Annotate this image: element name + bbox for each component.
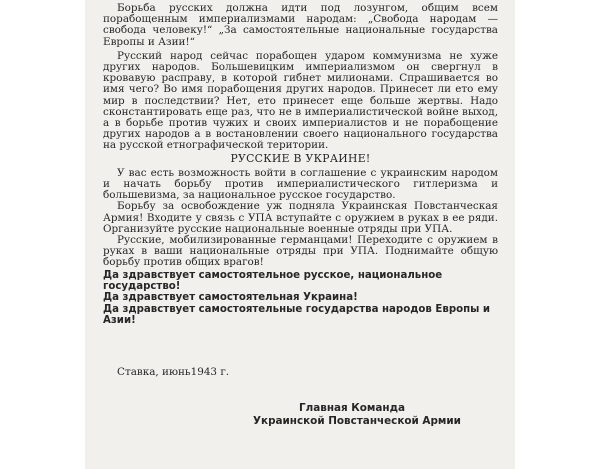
signature-line-command: Главная Команда <box>299 401 406 414</box>
signature-block <box>253 402 498 428</box>
paragraph-russian-people: Русский народ сейчас порабощен ударом коммунизма не хуже других народов. Большевицким империализмом он свергнул в кровавую расправу, в которой гибнет милионами. Спрашивается во имя чего? Во имя порабощения других народов. Принесет ли ето ему мир в последствии? Нет, ето принесет еще больше жертвы. Надо сконстантировать еще раз, что не в империалистической войне выход, а в борьбе против чужих и своих империалистов и не порабощение других народов а в востановлении своего национального государства на русской етнографической територии. <box>103 49 498 152</box>
place-date: Ставка, июнь1943 г. <box>117 365 230 378</box>
paragraph-upa-struggle: Борьбу за освобождение уж подняла Украинская Повстанческая Армия! Входите у связь с УПА вступайте с оружием в руках в ее ряди. Организуйте русские национальные военные отряды при УПА. <box>103 200 498 235</box>
paragraph-opportunity: У вас есть возможность войти в соглашение с украинским народом и начать борьбу против империалистического гитлеризма и большевизма, за национальное русское государство. <box>103 166 498 202</box>
signature-line-army: Украинской Повстанческой Армии <box>253 414 461 427</box>
slogan-nations: Да здравствует самостоятельные государства народов Европы и Азии! <box>103 303 491 327</box>
section-heading: РУССКИЕ В УКРАИНЕ! <box>230 151 371 165</box>
paragraph-slogan-intro: Борьба русских должна идти под лозунгом, общим всем порабощенным империализмами народам: „Свобода народам —свобода человеку!“ „За самостоятельные национальные государства Европы и Азии!“ <box>103 2 498 48</box>
leaflet-text <box>103 3 498 428</box>
slogan-ukraine: Да здравствует самостоятельная Украина! <box>103 292 358 304</box>
paragraph-mobilized: Русские, мобилизированные германцами! Переходите с оружием в руках в ваши национальные отряды при УПА. Поднимайте общую борьбу против общих врагов! <box>103 234 498 269</box>
slogans-block <box>103 270 498 327</box>
slogan-russian-state: Да здравствует самостоятельное русское, национальное государство! <box>103 269 443 293</box>
